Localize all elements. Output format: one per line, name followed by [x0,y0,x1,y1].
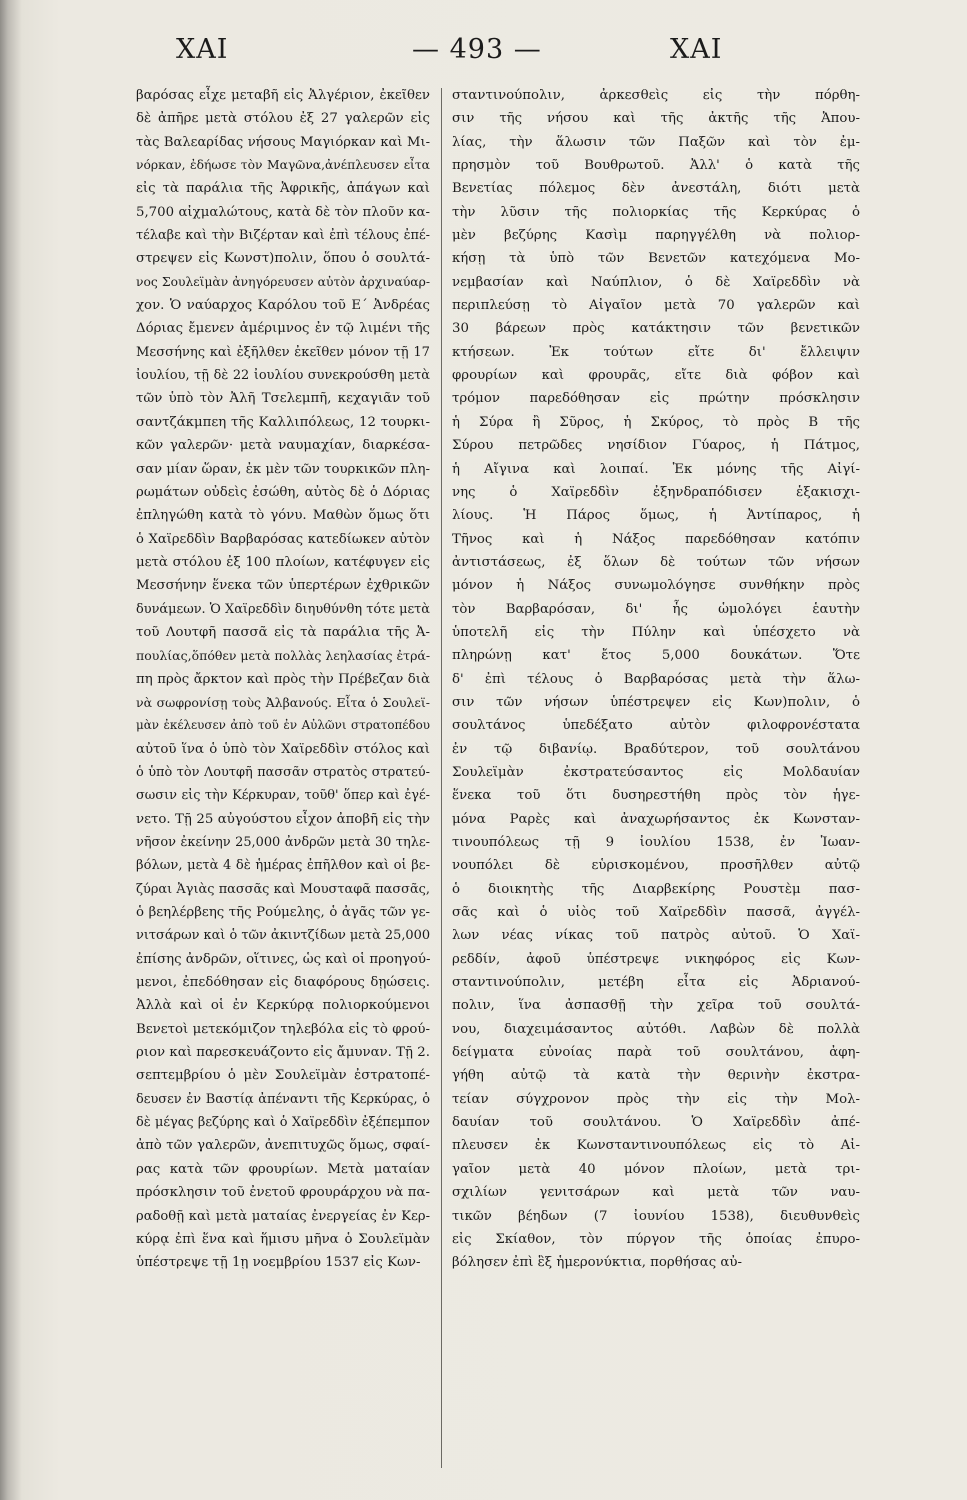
text-line: νῆσον ἐκείνην 25,000 ἀνδρῶν μετὰ 30 τηλε- [136,835,430,850]
text-line: πλευσεν ἐκ Κωνσταντινουπόλεως εἰς τὸ Αἰ- [452,1138,860,1154]
right-text-column [452,84,860,1275]
page-header [0,34,967,78]
text-line: Βενετίας πόλεμος δὲν ἀνεστάλη, διότι μετὰ [452,181,860,197]
text-line: νετο. Τῇ 25 αὐγούστου εἶχον ἀποβῆ εἰς τὴν [136,811,430,827]
text-line: βόλων, μετὰ 4 δὲ ἡμέρας ἐπῆλθον καὶ οἱ βε- [136,858,430,874]
text-line: ἡ Αἴγινα καὶ λοιπαί. Ἐκ μόνης τῆς Αἰγί- [452,461,860,477]
text-line: σεπτεμβρίου ὁ μὲν Σουλεϊμὰν ἐστρατοπέ- [136,1068,430,1084]
text-line: μενοι, ἐπεδόθησαν εἰς διαφόρους δῃώσεις. [136,975,430,991]
text-line: ρας κατὰ τῶν φρουρίων. Μετὰ ματαίαν [136,1161,430,1177]
text-line: μὰν ἐκέλευσεν ἀπὸ τοῦ ἐν Αὐλῶνι στρατοπέδου [136,718,430,733]
text-line: ρωμάτων οὐδεὶς ἐσώθη, αὐτὸς δὲ ὁ Δόριας [136,484,430,500]
text-line: τέλαβε καὶ τὴν Βιζέρταν καὶ ἐπὶ τέλους ἐπέ- [136,228,430,244]
text-line: σχιλίων γενιτσάρων καὶ μετὰ τῶν ναυ- [452,1185,860,1201]
running-head-right: ΧΑΙ [670,34,723,65]
text-line: Μεσσήνην ἕνεκα τῶν ὑπερτέρων ἐχθρικῶν [136,578,430,594]
text-line: πουλίας,ὅπόθεν μετὰ πολλὰς λεηλασίας ἐτρά- [136,648,430,664]
text-line: σιν τῶν νήσων ὑπέστρεψεν εἰς Κων)πολιν, ὁ [452,694,860,710]
text-line: Δόριας ἔμενεν ἀμέριμνος ἐν τῷ λιμένι τῆς [136,321,430,337]
text-line: τὴν λῦσιν τῆς πολιορκίας τῆς Κερκύρας ὁ [452,204,860,220]
text-line: μετὰ στόλου ἐξ 100 πλοίων, κατέφυγεν εἰς [136,554,430,570]
text-line: εἰς τὰ παράλια τῆς Ἀφρικῆς, ἀπάγων καὶ [136,181,430,197]
text-line: λίους. Ἡ Πάρος ὅμως, ἡ Ἀντίπαρος, ἡ [452,508,860,524]
text-line: ὁ βεηλέρβεης τῆς Ρούμελης, ὁ ἀγᾶς τῶν γε- [136,905,430,921]
text-line: ὑπέστρεψε τῇ 1ῃ νοεμβρίου 1537 εἰς Κων- [136,1255,421,1271]
text-line: βαρόσας εἶχε μεταβῆ εἰς Ἀλγέριον, ἐκεῖθεν [136,88,430,103]
text-line: νόρκαν, ἐδήωσε τὸν Μαγῶνα,ἀνέπλευσεν εἶτα [136,158,430,173]
text-line: τὸν Βαρβαρόσαν, δι' ἧς ὡμολόγει ἑαυτὴν [452,601,860,617]
text-line: στρεψεν εἰς Κωνστ)πολιν, ὅπου ὁ σουλτά- [136,251,430,267]
text-line: ἰουλίου, τῇ δὲ 22 ἰουλίου συνεκρούσθη μετὰ [136,368,430,384]
text-line: 5,700 αἰχμαλώτους, κατὰ δὲ τὸν πλοῦν κα- [136,204,430,220]
text-line: δὲ μέγας βεζύρης καὶ ὁ Χαϊρεδδὶν ἐξέπεμπον [136,1115,430,1131]
text-line: ζύραι Ἀγιὰς πασσᾶς καὶ Μουσταφᾶ πασσᾶς, [136,881,430,897]
text-line: λίας, τὴν ἅλωσιν τῶν Παξῶν καὶ τὸν ἐμ- [452,134,860,150]
text-line: ὁ ὑπὸ τὸν Λουτφῆ πασσᾶν στρατὸς στρατεύ- [136,764,430,780]
text-line: σαν μίαν ὥραν, ἐκ μὲν τῶν τουρκικῶν πλη- [136,461,430,477]
column-divider [441,88,442,1468]
page-number: — 493 — [412,34,542,65]
text-line: Βενετοὶ μετεκόμιζον τηλεβόλα εἰς τὸ φρού- [136,1021,430,1037]
running-head-left: ΧΑΙ [176,34,229,65]
text-line: εἰς Σκίαθον, τὸν πύργον τῆς ὁποίας ἐπυρο- [452,1231,860,1247]
text-line: τοῦ Λουτφῆ πασσᾶ εἰς τὰ παράλια τῆς Ἀ- [136,624,430,640]
text-line: γαῖον μετὰ 40 μόνον πλοίων, μετὰ τρι- [452,1161,860,1177]
text-line: ραδοθῇ καὶ μετὰ ματαίας ἐνεργείας ἐν Κερ- [136,1208,430,1224]
text-line: πολιν, ἵνα ἀσπασθῇ τὴν χεῖρα τοῦ σουλτά- [452,998,860,1014]
text-line: τῶν ὑπὸ τὸν Ἀλῆ Τσελεμπῆ, κεχαγιᾶν τοῦ [136,391,430,407]
text-line: βόλησεν ἐπὶ ἓξ ἡμερονύκτια, πορθήσας αὐ- [452,1255,742,1271]
text-line: νης ὁ Χαϊρεδδὶν ἐξηνδραπόδισεν ἑξακισχι- [452,484,860,500]
text-line: δυνάμεων. Ὁ Χαϊρεδδὶν διηυθύνθη τότε μετὰ [136,601,430,617]
text-line: ἡ Σύρα ἢ Σῦρος, ἡ Σκύρος, τὸ πρὸς Β τῆς [452,414,860,430]
text-line: πρόσκλησιν τοῦ ἐνετοῦ φρουράρχου νὰ πα- [136,1185,430,1201]
text-line: Σύρου πετρῶδες νησίδιον Γύαρος, ἡ Πάτμος, [452,438,860,454]
text-line: περιπλεύσῃ τὸ Αἰγαῖον μετὰ 70 γαλερῶν καὶ [452,298,860,314]
text-line: χον. Ὁ ναύαρχος Καρόλου τοῦ Ε΄ Ἀνδρέας [136,298,430,314]
text-line: ὁ διοικητὴς τῆς Διαρβεκίρης Ρουστὲμ πασ- [452,881,860,897]
text-line: σωσιν εἰς τὴν Κέρκυραν, τοῦθ' ὅπερ καὶ ἐγέ- [136,788,430,804]
text-line: ρεδδίν, ἀφοῦ ὑπέστρεψε νικηφόρος εἰς Κων- [452,951,860,967]
text-line: δαυίαν τοῦ σουλτάνου. Ὁ Χαϊρεδδὶν ἀπέ- [452,1115,860,1131]
text-line: νου, διαχειμάσαντος αὐτόθι. Λαβὼν δὲ πολλὰ [452,1021,860,1037]
text-line: τρόμον παρεδόθησαν εἰς πρώτην πρόσκλησιν [452,391,860,407]
text-line: ἐπληγώθη κατὰ τὸ γόνυ. Μαθὼν ὅμως ὅτι [136,508,430,524]
text-line: δ' ἐπὶ τέλους ὁ Βαρβαρόσας μετὰ τὴν ἅλω- [452,671,860,687]
text-line: μόνα Ραρὲς καὶ ἀναχωρήσαντος ἐκ Κωνσταν- [452,811,860,827]
text-line: γήθη αὐτῷ τὰ κατὰ τὴν θερινὴν ἐκστρα- [452,1068,860,1084]
text-line: Τῆνος καὶ ἡ Νάξος παρεδόθησαν κατόπιν [452,531,860,547]
text-line: κτήσεων. Ἐκ τούτων εἴτε δι' ἔλλειψιν [452,344,860,360]
text-line: ἐπίσης ἀνδρῶν, οἵτινες, ὡς καὶ οἱ προηγού- [136,951,430,967]
text-line: αὐτοῦ ἵνα ὁ ὑπὸ τὸν Χαϊρεδδὶν στόλος καὶ [136,741,430,757]
text-line: Ἀλλὰ καὶ οἱ ἐν Κερκύρᾳ πολιορκούμενοι [136,998,430,1014]
text-line: σᾶς καὶ ὁ υἱὸς τοῦ Χαϊρεδδὶν πασσᾶ, ἀγγέλ- [452,905,860,921]
text-line: μόνον ἡ Νάξος συνωμολόγησε συνθήκην πρὸς [452,578,860,594]
text-line: λων νέας νίκας τοῦ πατρὸς αὐτοῦ. Ὁ Χαϊ- [452,928,860,944]
text-line: Μεσσήνης καὶ ἐξῆλθεν ἐκεῖθεν μόνον τῇ 17 [136,344,430,360]
text-line: νιτσάρων καὶ ὁ τῶν ἀκιντζίδων μετὰ 25,000 [136,928,430,944]
text-line: πρησμὸν τοῦ Βουθρωτοῦ. Ἀλλ' ὁ κατὰ τῆς [452,158,860,174]
text-line: κήσῃ τὰ ὑπὸ τῶν Βενετῶν κατεχόμενα Μο- [452,251,860,267]
text-line: δείγματα εὐνοίας παρὰ τοῦ σουλτάνου, ἀφη- [452,1045,860,1061]
text-line: τείαν σύγχρονον πρὸς τὴν εἰς τὴν Μολ- [452,1091,860,1107]
text-line: κύρᾳ ἐπὶ ἕνα καὶ ἥμισυ μῆνα ὁ Σουλεϊμὰν [136,1231,430,1247]
text-line: δὲ ἀπῆρε μετὰ στόλου ἐξ 27 γαλερῶν εἰς [136,111,430,127]
text-line: ὁ Χαϊρεδδὶν Βαρβαρόσας κατεδίωκεν αὐτὸν [136,531,430,547]
text-line: κῶν γαλερῶν· μετὰ ναυμαχίαν, διαρκέσα- [136,438,430,454]
text-line: ὑποτελῆ εἰς τὴν Πύλην καὶ ὑπέσχετο νὰ [452,624,860,640]
text-line: πληρώνῃ κατ' ἔτος 5,000 δουκάτων. Ὅτε [452,648,860,664]
text-line: 30 βάρεων πρὸς κατάκτησιν τῶν βενετικῶν [452,321,860,337]
text-line: τινουπόλεως τῇ 9 ἰουλίου 1538, ἐν Ἰωαν- [452,835,860,850]
text-line: σιν τῆς νήσου καὶ τῆς ἀκτῆς τῆς Ἀπου- [452,111,860,127]
text-line: νεμβασίαν καὶ Ναύπλιον, ὁ δὲ Χαϊρεδδὶν νὰ [452,274,860,290]
text-line: τὰς Βαλεαρίδας νήσους Μαγιόρκαν καὶ Μι- [136,134,430,150]
text-line: ἐν τῷ διβανίῳ. Βραδύτερον, τοῦ σουλτάνου [452,741,860,757]
left-text-column [136,84,430,1275]
text-line: σταντινούπολιν, ἀρκεσθεὶς εἰς τὴν πόρθη- [452,88,860,103]
text-line: μὲν βεζύρης Κασὶμ παρηγγέλθη νὰ πολιορ- [452,228,860,244]
text-line: τικῶν βέηδων (7 ἰουνίου 1538), διευθυνθεὶς [452,1208,860,1224]
text-line: Σουλεϊμὰν ἐκστρατεύσαντος εἰς Μολδαυίαν [452,764,860,780]
text-line: σταντινούπολιν, μετέβη εἶτα εἰς Ἀδριανού- [452,975,860,991]
text-line: ἕνεκα τοῦ ὅτι δυσηρεστήθη πρὸς τὸν ἡγε- [452,788,860,804]
text-line: νουπόλει δὲ εὑρισκομένου, προσῆλθεν αὐτῷ [452,858,860,874]
text-line: ἀντιστάσεως, ἐξ ὅλων δὲ τούτων τῶν νήσων [452,554,860,570]
text-line: νος Σουλεϊμὰν ἀνηγόρευσεν αὐτὸν ἀρχιναύαρ- [136,274,430,289]
text-line: σουλτάνος ὑπεδέξατο αὐτὸν φιλοφρονέστατα [452,718,860,734]
text-line: φρουρίων καὶ φρουρᾶς, εἴτε διὰ φόβον καὶ [452,368,860,384]
text-line: πη πρὸς ἄρκτον καὶ πρὸς τὴν Πρέβεζαν διὰ [136,671,430,687]
text-line: νὰ σωφρονίσῃ τοὺς Ἀλβανούς. Εἶτα ὁ Σουλεϊ- [136,694,430,710]
text-line: ἀπὸ τῶν γαλερῶν, ἀνεπιτυχῶς ὅμως, σφαί- [136,1138,430,1154]
text-line: δευσεν ἐν Βαστίᾳ ἀπέναντι τῆς Κερκύρας, ὁ [136,1091,430,1107]
text-line: σαντζάκμπεη τῆς Καλλιπόλεως, 12 τουρκι- [136,414,430,430]
text-line: ριον καὶ παρεσκευάζοντο εἰς ἄμυναν. Τῇ 2. [136,1045,430,1061]
